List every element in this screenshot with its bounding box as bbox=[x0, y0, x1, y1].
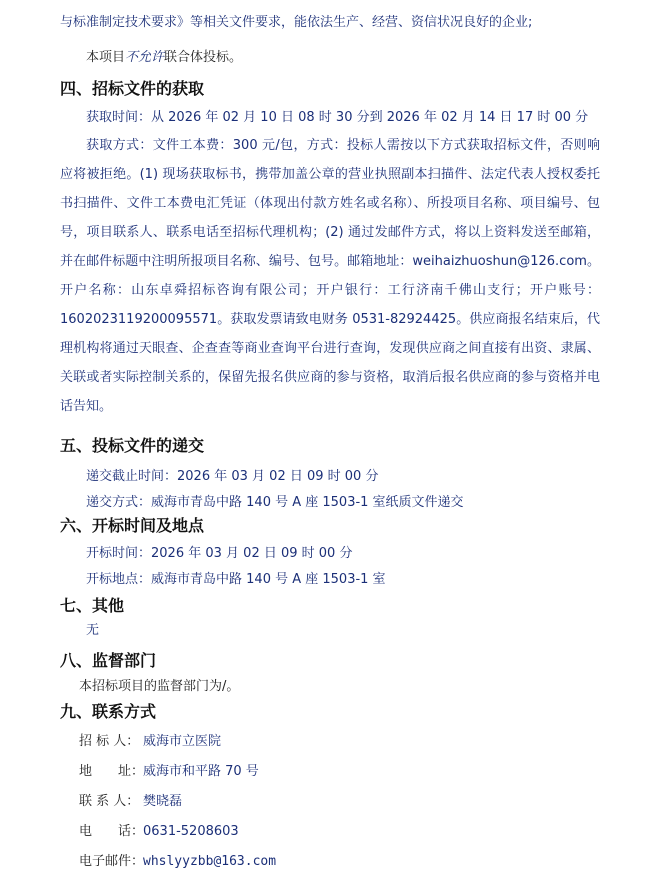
contact-label: 电 话： bbox=[79, 824, 145, 839]
section-4-title: 四、招标文件的获取 bbox=[60, 79, 205, 98]
section-5-title: 五、投标文件的递交 bbox=[60, 436, 205, 455]
consortium-suffix: 联合体投标。 bbox=[164, 50, 243, 65]
section-7-title: 七、其他 bbox=[60, 596, 125, 615]
top-line: 与标准制定技术要求》等相关文件要求，能依法生产、经营、资信状况良好的企业; bbox=[60, 15, 533, 30]
consortium-value: 不允许 bbox=[125, 50, 165, 65]
section-6-title: 六、开标时间及地点 bbox=[60, 516, 205, 535]
contact-value: 威海市立医院 bbox=[143, 734, 222, 749]
obtain-method-paragraph bbox=[60, 131, 600, 421]
consortium-prefix: 本项目 bbox=[86, 50, 126, 65]
contact-label: 电子邮件： bbox=[79, 854, 145, 869]
opening-place-value: 威海市青岛中路 140 号 A 座 1503-1 室 bbox=[151, 572, 386, 587]
contact-email: whslyyzbb@163.com bbox=[143, 854, 277, 869]
contact-row bbox=[79, 793, 666, 811]
opening-time-line bbox=[86, 545, 666, 563]
contact-row bbox=[79, 853, 666, 871]
contact-row bbox=[79, 733, 666, 751]
deadline-value: 2026 年 03 月 02 日 09 时 00 分 bbox=[177, 469, 379, 484]
contact-label: 联 系 人： bbox=[79, 794, 140, 809]
contact-value: 樊晓磊 bbox=[143, 794, 183, 809]
obtain-method-label: 获取方式： bbox=[86, 138, 153, 153]
other-content: 无 bbox=[86, 623, 100, 638]
delivery-method-value: 威海市青岛中路 140 号 A 座 1503-1 室纸质文件递交 bbox=[151, 495, 464, 510]
contact-row bbox=[79, 823, 666, 841]
contact-label: 招 标 人： bbox=[79, 734, 140, 749]
section-8-title: 八、监督部门 bbox=[60, 651, 157, 670]
contact-label: 地 址： bbox=[79, 764, 145, 779]
contact-value: 0631-5208603 bbox=[143, 824, 239, 839]
consortium-line bbox=[86, 49, 666, 67]
obtain-method-text: 文件工本费：300 元/包，方式：投标人需按以下方式获取招标文件，否则响应将被拒绝。(1) 现场获取标书，携带加盖公章的营业执照副本扫描件、法定代表人授权委托书扫描件、文件工本费电汇凭证（体现出付款方姓名或名称）、所投项目名称、项目编号、包号，项目联系人、联系电话至招标代理机构；(2) 通过发邮件方式，将以上资料发送至邮箱，并在邮件标题中注明所报项目名称、编号、包号。邮箱地址：weihaizhuoshun@126.com。开户名称：山东卓舜招标咨询有限公司；开户银行：工行济南千佛山支行；开户账号：1602023119200095571。获取发票请致电财务 0531-82924425。供应商报名结束后，代理机构将通过天眼查、企查查等商业查询平台进行查询，发现供应商之间直接有出资、隶属、关联或者实际控制关系的，保留先报名供应商的参与资格，取消后报名供应商的参与资格并电话告知。 bbox=[60, 138, 600, 414]
deadline-label: 递交截止时间： bbox=[86, 469, 178, 484]
delivery-method-line bbox=[86, 494, 666, 512]
supervision-content: 本招标项目的监督部门为/。 bbox=[79, 679, 240, 694]
obtain-time-value: 从 2026 年 02 月 10 日 08 时 30 分到 2026 年 02 月 14 日 17 时 00 分 bbox=[151, 110, 589, 125]
delivery-method-label: 递交方式： bbox=[86, 495, 152, 510]
contact-value: 威海市和平路 70 号 bbox=[143, 764, 259, 779]
contact-row bbox=[79, 763, 666, 781]
opening-time-label: 开标时间： bbox=[86, 546, 152, 561]
opening-place-label: 开标地点： bbox=[86, 572, 152, 587]
obtain-time-label: 获取时间： bbox=[86, 110, 152, 125]
deadline-line bbox=[86, 468, 666, 486]
obtain-time-line bbox=[86, 109, 666, 127]
opening-place-line bbox=[86, 571, 666, 589]
section-9-title: 九、联系方式 bbox=[60, 702, 157, 721]
opening-time-value: 2026 年 03 月 02 日 09 时 00 分 bbox=[151, 546, 353, 561]
